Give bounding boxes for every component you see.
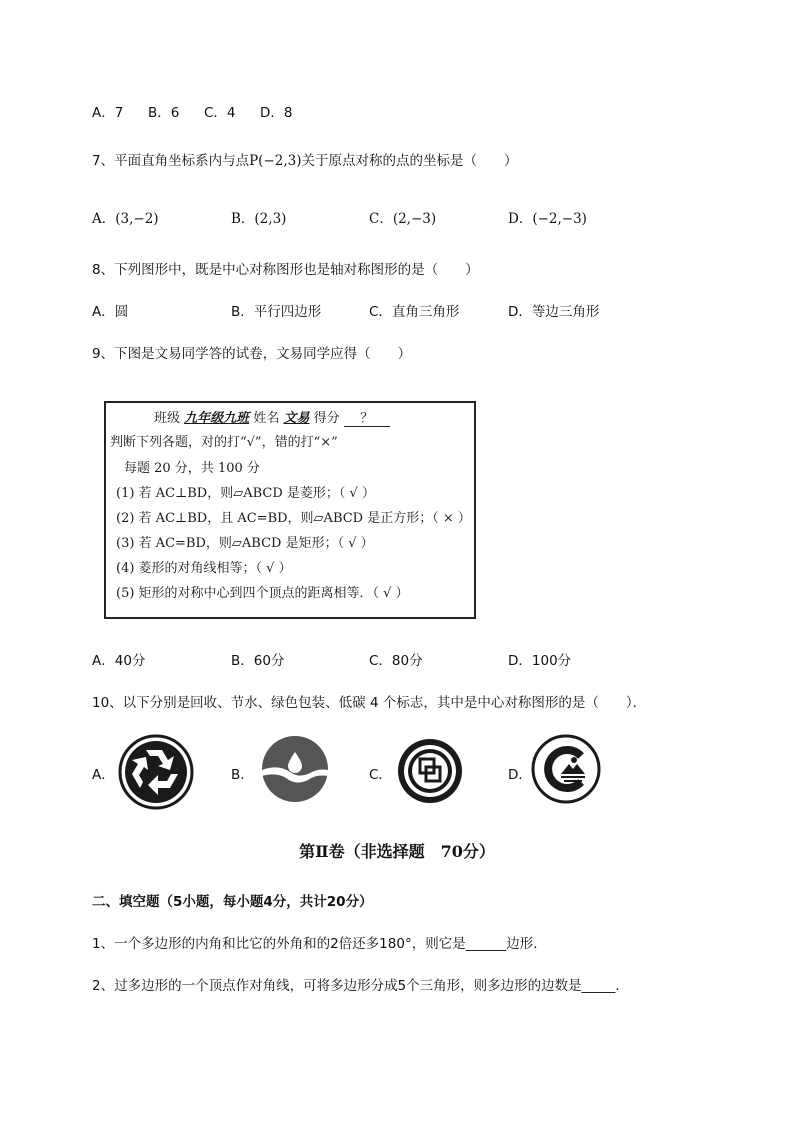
q9-option-b: B．60分 [231, 653, 285, 669]
paper-item-2: (2) 若 AC⊥BD，且 AC=BD，则▱ABCD 是正方形；（ × ） [116, 511, 471, 526]
q10-option-b-label: B． [231, 767, 254, 783]
green-packaging-logo-icon [396, 737, 464, 805]
score-label: 得分 [313, 411, 340, 426]
class-label: 班级 [154, 411, 181, 426]
q8-option-a: A．圆 [92, 304, 129, 320]
fill-blank-q1: 1、一个多边形的内角和比它的外角和的2倍还多180°，则它是______边形． [92, 936, 547, 952]
scanned-test-paper [104, 401, 476, 619]
paper-header [154, 407, 390, 427]
fill-blank-q2: 2、过多边形的一个顶点作对角线，可将多边形分成5个三角形，则多边形的边数是_____． [92, 978, 629, 994]
part2-heading: 二、填空题（5小题，每小题4分，共计20分） [92, 894, 373, 910]
name-value: 文易 [283, 411, 310, 426]
q7-point: P(−2,3) [249, 153, 302, 169]
q6-option-a: A．7 [92, 105, 124, 121]
q7-stem-after: 关于原点对称的点的坐标是（ ） [301, 153, 518, 169]
q8-option-c: C．直角三角形 [369, 304, 460, 320]
paper-item-3: (3) 若 AC=BD，则▱ABCD 是矩形；（ √ ） [116, 536, 374, 551]
q6-option-d: D．8 [260, 105, 293, 121]
q7-option-c: C．(2,−3) [369, 211, 437, 227]
q9-option-a: A．40分 [92, 653, 146, 669]
q7-stem [92, 149, 518, 169]
q7-option-d: D．(−2,−3) [508, 211, 587, 227]
section-title: 第Ⅱ卷（非选择题 70分） [299, 842, 495, 861]
q10-option-a-label: A． [92, 767, 115, 783]
q9-option-d: D．100分 [508, 653, 572, 669]
water-saving-logo-icon [260, 734, 330, 804]
q7-option-b: B．(2,3) [231, 211, 287, 227]
q7-option-a: A．(3,−2) [92, 211, 159, 227]
class-value: 九年级九班 [184, 411, 250, 426]
q6-option-c: C．4 [204, 105, 236, 121]
paper-item-1: (1) 若 AC⊥BD，则▱ABCD 是菱形；（ √ ） [116, 486, 375, 501]
q8-option-b: B．平行四边形 [231, 304, 322, 320]
q7-stem-before: 7、平面直角坐标系内与点 [92, 153, 250, 169]
q6-option-b: B．6 [148, 105, 180, 121]
q8-option-d: D．等边三角形 [508, 304, 600, 320]
q8-stem: 8、下列图形中，既是中心对称图形也是轴对称图形的是（ ） [92, 262, 479, 278]
q9-option-c: C．80分 [369, 653, 423, 669]
q10-option-c-label: C． [369, 767, 392, 783]
q10-option-d-label: D． [508, 767, 532, 783]
recycle-logo-icon [118, 734, 194, 810]
paper-item-4: (4) 菱形的对角线相等；（ √ ） [116, 561, 292, 576]
low-carbon-logo-icon [531, 734, 601, 804]
score-value: ？ [344, 407, 390, 427]
paper-points-note: 每题 20 分，共 100 分 [124, 461, 260, 476]
q9-stem: 9、下图是文易同学答的试卷，文易同学应得（ ） [92, 346, 412, 362]
paper-instruction: 判断下列各题，对的打“√”，错的打“×” [110, 435, 338, 450]
paper-item-5: (5) 矩形的对称中心到四个顶点的距离相等．（ √ ） [116, 586, 409, 601]
q10-stem: 10、以下分别是回收、节水、绿色包装、低碳 4 个标志，其中是中心对称图形的是（ ）． [92, 695, 647, 711]
name-label: 姓名 [253, 411, 280, 426]
